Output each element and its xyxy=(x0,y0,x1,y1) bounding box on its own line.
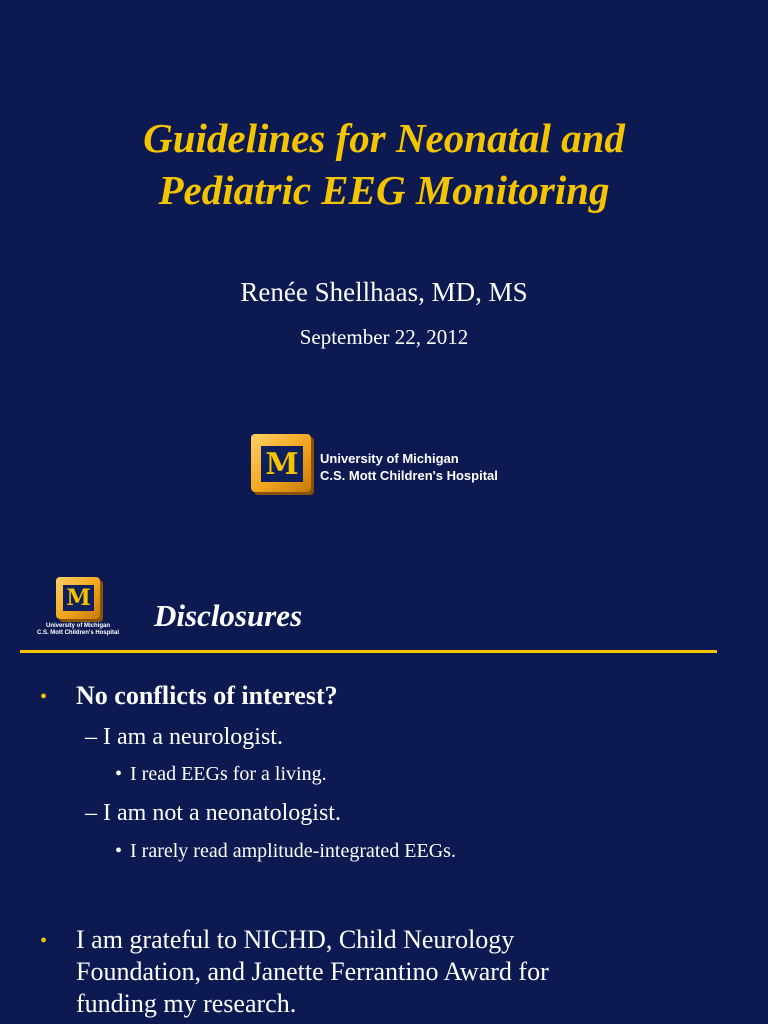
detail-aeeg: I rarely read amplitude-integrated EEGs. xyxy=(130,840,456,862)
dash-icon: – xyxy=(85,724,97,750)
bullet-dot-icon: • xyxy=(40,930,48,952)
disclosures-heading: Disclosures xyxy=(154,598,303,633)
logo-letter: M xyxy=(261,446,303,482)
grateful-line-3: funding my research. xyxy=(76,989,297,1018)
slide-title xyxy=(0,112,768,216)
grateful-line-2: Foundation, and Janette Ferrantino Award for xyxy=(76,957,549,986)
small-logo-line-2: C.S. Mott Children's Hospital xyxy=(36,630,120,636)
small-university-logo-icon xyxy=(56,577,100,619)
logo-line-1: University of Michigan xyxy=(320,451,459,466)
small-logo-letter: M xyxy=(63,585,94,611)
bullet-conflicts: No conflicts of interest? xyxy=(76,681,338,710)
title-divider xyxy=(20,650,717,653)
detail-read-eegs: I read EEGs for a living. xyxy=(130,763,327,785)
bullet-dot-icon: • xyxy=(40,686,48,708)
bullet-grateful xyxy=(76,924,549,1020)
university-logo-icon xyxy=(251,434,311,492)
sub-bullet-not-neonatologist: I am not a neonatologist. xyxy=(103,800,341,826)
bullet-dot-icon: • xyxy=(115,763,123,785)
logo-line-2: C.S. Mott Children's Hospital xyxy=(320,468,498,483)
bullet-dot-icon: • xyxy=(115,840,123,862)
small-logo-line-1: University of Michigan xyxy=(45,623,110,629)
small-logo-text xyxy=(24,623,132,637)
grateful-line-1: I am grateful to NICHD, Child Neurology xyxy=(76,925,515,954)
title-line-1: Guidelines for Neonatal and xyxy=(143,115,625,161)
sub-bullet-neurologist: I am a neurologist. xyxy=(103,724,283,750)
presentation-date: September 22, 2012 xyxy=(299,325,469,349)
logo-text xyxy=(320,450,498,484)
author-name: Renée Shellhaas, MD, MS xyxy=(240,277,528,307)
dash-icon: – xyxy=(85,800,97,826)
title-line-2: Pediatric EEG Monitoring xyxy=(158,167,610,213)
